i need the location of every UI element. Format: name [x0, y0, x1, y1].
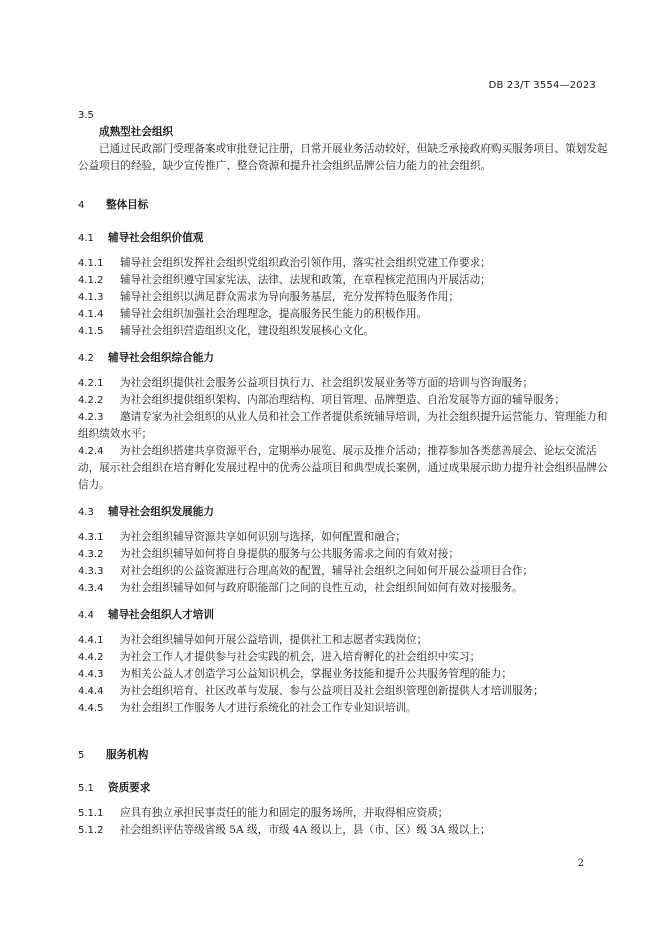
- list-item: 4.2.2 为社会组织提供组织架构、内部治理结构、项目管理、品牌塑造、自治发展等方面的辅导服务；: [78, 394, 565, 406]
- term-definition: 已通过民政部门受理备案或审批登记注册，日常开展业务活动较好，但缺乏承接政府购买服务项目、策划发起公益项目的经验，缺少宣传推广、整合资源和提升社会组织品牌公信力能力的社会组织。: [78, 143, 608, 172]
- list-item: 5.1.2 社会组织评估等级省级 5A 级，市级 4A 级以上，县（市、区）级 3A 级以上；: [78, 824, 491, 836]
- list-item: 4.3.1 为社会组织辅导资源共享如何识别与选择，如何配置和融合；: [78, 531, 407, 543]
- list-item: 4.4.2 为社会工作人才提供参与社会实践的机会，进入培育孵化的社会组织中实习；: [78, 651, 481, 663]
- subsection-heading: 4.1 辅导社会组织价值观: [78, 232, 204, 244]
- term-number: 3.5: [78, 110, 94, 121]
- document-code: DB 23/T 3554—2023: [488, 80, 596, 91]
- section-heading: 4 整体目标: [78, 199, 149, 211]
- list-item: 4.1.2 辅导社会组织遵守国家宪法、法律、法规和政策，在章程核定范围内开展活动；: [78, 274, 491, 286]
- list-item: 4.3.4 为社会组织辅导如何与政府职能部门之间的良性互动，社会组织间如何有效对接服务。: [78, 582, 523, 594]
- list-item: 4.2.4 为社会组织搭建共享资源平台，定期举办展览、展示及推介活动；推荐参加各类慈善展会、论坛交流活动，展示社会组织在培育孵化发展过程中的优秀公益项目和典型成长案例，通过成果展示助力提升社会组织品牌公信力。: [78, 445, 608, 491]
- subsection-heading: 4.3 辅导社会组织发展能力: [78, 506, 214, 518]
- list-item: 4.4.1 为社会组织辅导如何开展公益培训，提供社工和志愿者实践岗位；: [78, 634, 428, 646]
- list-item: 4.3.2 为社会组织辅导如何将自身提供的服务与公共服务需求之间的有效对接；: [78, 548, 459, 560]
- list-item: 4.1.5 辅导社会组织营造组织文化，建设组织发展核心文化。: [78, 325, 375, 337]
- list-item: 4.1.3 辅导社会组织以满足群众需求为导向服务基层，充分发挥特色服务作用；: [78, 291, 459, 303]
- list-item: 4.2.1 为社会组织提供社会服务公益项目执行力、社会组织发展业务等方面的培训与咨询服务；: [78, 377, 534, 389]
- list-item: 4.1.4 辅导社会组织加强社会治理理念，提高服务民生能力的积极作用。: [78, 308, 428, 320]
- list-item: 4.4.5 为社会组织工作服务人才进行系统化的社会工作专业知识培训。: [78, 702, 417, 714]
- section-heading: 5 服务机构: [78, 749, 149, 761]
- list-item: 5.1.1 应具有独立承担民事责任的能力和固定的服务场所，并取得相应资质；: [78, 807, 449, 819]
- list-item: 4.2.3 邀请专家为社会组织的从业人员和社会工作者提供系统辅导培训，为社会组织提升运营能力、管理能力和组织绩效水平；: [78, 411, 608, 440]
- list-item: 4.4.4 为社会组织培育、社区改革与发展、参与公益项目及社会组织管理创新提供人才培训服务；: [78, 685, 544, 697]
- list-item: 4.1.1 辅导社会组织发挥社会组织党组织政治引领作用，落实社会组织党建工作要求；: [78, 257, 491, 269]
- subsection-heading: 5.1 资质要求: [78, 782, 151, 794]
- subsection-heading: 4.4 辅导社会组织人才培训: [78, 609, 214, 621]
- subsection-heading: 4.2 辅导社会组织综合能力: [78, 352, 214, 364]
- page-number: 2: [577, 858, 584, 869]
- term-title: 成熟型社会组织: [99, 126, 174, 138]
- list-item: 4.3.3 对社会组织的公益资源进行合理高效的配置，辅导社会组织之间如何开展公益项目合作；: [78, 565, 534, 577]
- document-body: [78, 107, 608, 839]
- list-item: 4.4.3 为相关公益人才创造学习公益知识机会，掌握业务技能和提升公共服务管理的能力；: [78, 668, 512, 680]
